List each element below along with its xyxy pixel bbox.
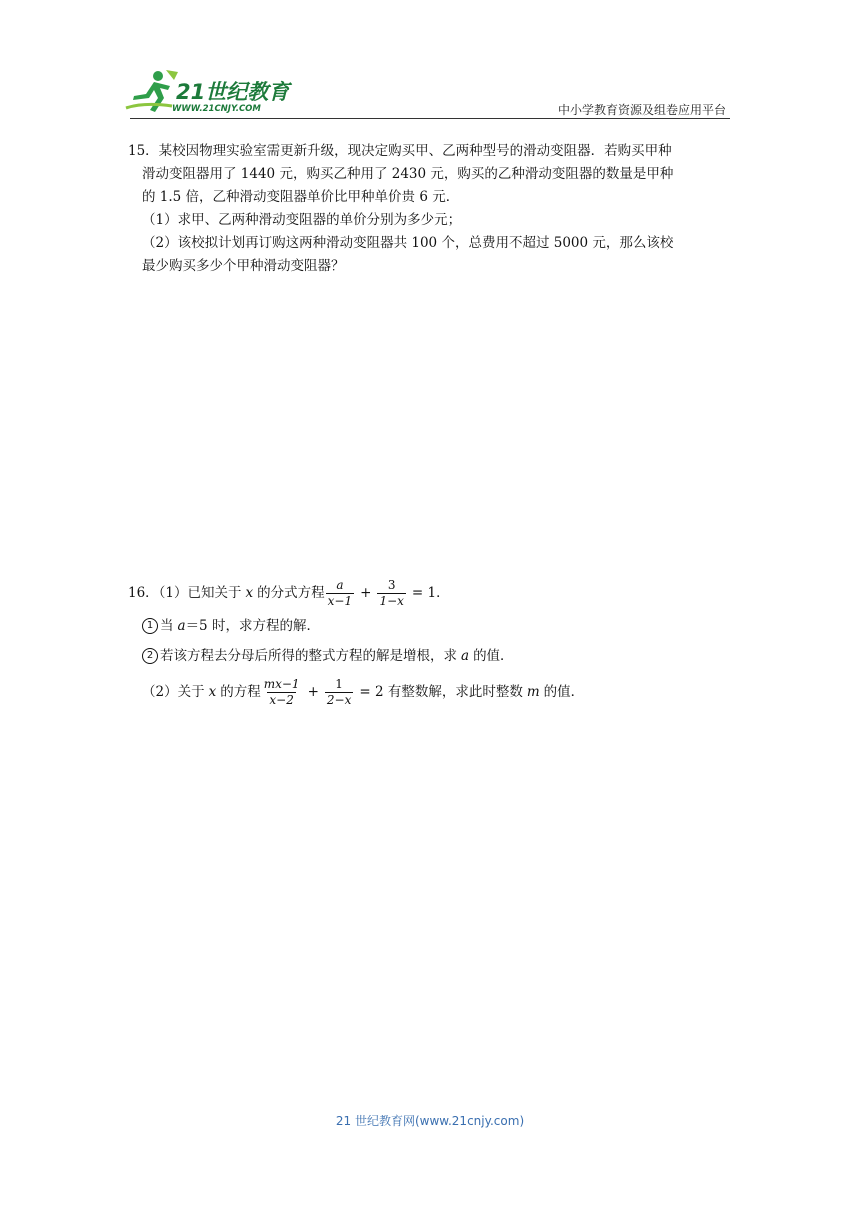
q16-case1 bbox=[128, 614, 734, 638]
denominator: x−1 bbox=[327, 593, 353, 608]
q16-part1 bbox=[128, 578, 734, 608]
q16-text: 若该方程去分母后所得的整式方程的解是增根，求 bbox=[160, 647, 457, 664]
q16-text: 当 bbox=[160, 617, 174, 634]
plus-sign: + bbox=[307, 683, 319, 700]
numerator: a bbox=[336, 577, 344, 592]
q16-text: 的分式方程 bbox=[257, 584, 325, 601]
circled-number: 1 bbox=[142, 618, 158, 634]
fraction-1-over-2-x bbox=[325, 678, 353, 707]
q15-line: 最少购买多少个甲种滑动变阻器？ bbox=[142, 258, 345, 274]
question-16 bbox=[128, 578, 734, 708]
q16-text: 的值． bbox=[543, 683, 585, 700]
header-logo bbox=[124, 68, 294, 120]
q16-text: 的方程 bbox=[220, 683, 261, 700]
q15-line: 的 1.5 倍，乙种滑动变阻器单价比甲种单价贵 6 元． bbox=[142, 189, 460, 205]
denominator: 1−x bbox=[379, 593, 404, 608]
q16-var: x bbox=[245, 584, 254, 601]
q16-part2 bbox=[128, 676, 734, 708]
q16-text: 的值． bbox=[473, 647, 514, 664]
q15-line: 滑动变阻器用了 1440 元，购买乙种用了 2430 元，购买的乙种滑动变阻器的数量是甲种 bbox=[142, 166, 674, 182]
fraction-3-over-1-x bbox=[377, 579, 405, 608]
q16-text: = 2 有整数解，求此时整数 bbox=[359, 683, 523, 700]
denominator: 2−x bbox=[326, 692, 352, 707]
q16-text: 16．（1）已知关于 bbox=[128, 584, 242, 601]
fraction-a-over-x-1 bbox=[326, 579, 354, 608]
q15-line: 15．某校因物理实验室需更新升级，现决定购买甲、乙两种型号的滑动变阻器．若购买甲种 bbox=[128, 143, 672, 159]
q16-var: a bbox=[177, 617, 186, 634]
q16-var: m bbox=[526, 683, 540, 700]
circled-number: 2 bbox=[142, 648, 158, 664]
q16-var: a bbox=[461, 647, 470, 664]
question-15 bbox=[128, 140, 734, 278]
q16-case2 bbox=[128, 644, 734, 668]
q16-text: （2）关于 bbox=[142, 683, 205, 700]
numerator: 1 bbox=[335, 676, 343, 691]
header-divider bbox=[130, 118, 730, 119]
q16-text: = 1． bbox=[411, 584, 450, 601]
numerator: mx−1 bbox=[263, 676, 300, 691]
logo-url: WWW.21CNJY.COM bbox=[172, 104, 261, 114]
platform-title: 中小学教育资源及组卷应用平台 bbox=[557, 103, 726, 117]
plus-sign: + bbox=[360, 584, 372, 601]
denominator: x−2 bbox=[269, 692, 294, 707]
q16-var: x bbox=[208, 683, 217, 700]
logo-text: 21世纪教育 bbox=[176, 80, 290, 104]
fraction-mx-1-over-x-2 bbox=[262, 678, 302, 707]
q15-line: （2）该校拟计划再订购这两种滑动变阻器共 100 个，总费用不超过 5000 元，那么该校 bbox=[142, 235, 674, 251]
numerator: 3 bbox=[387, 577, 396, 592]
q16-text: ＝5 时，求方程的解． bbox=[185, 617, 320, 634]
footer-link[interactable]: 21 世纪教育网(www.21cnjy.com) bbox=[335, 1114, 525, 1128]
q15-line: （1）求甲、乙两种滑动变阻器的单价分别为多少元； bbox=[142, 212, 462, 228]
